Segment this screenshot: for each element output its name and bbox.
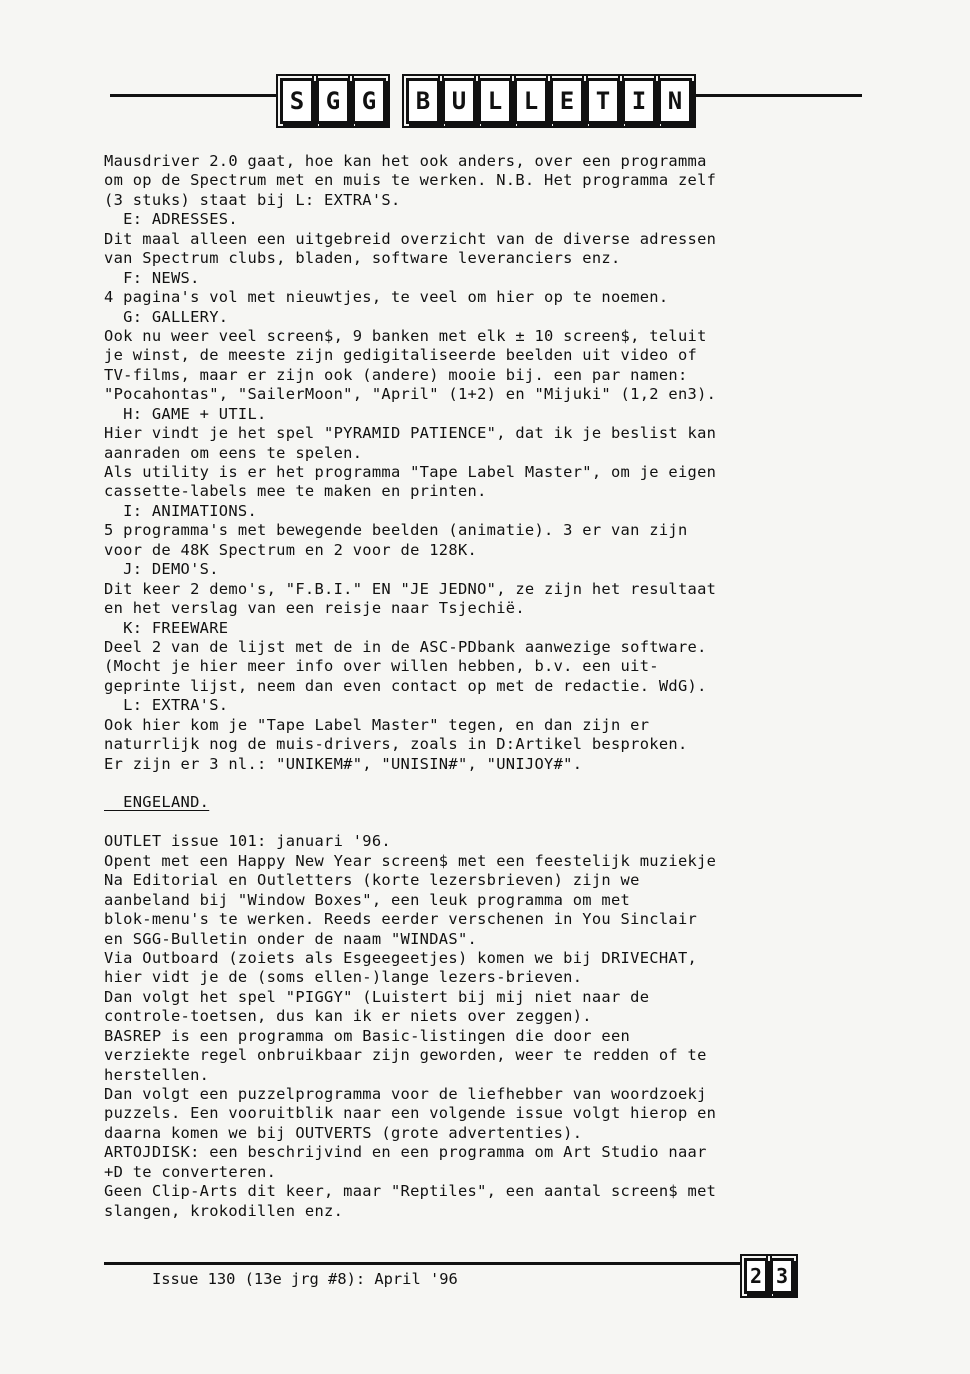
masthead-letter: G [352, 78, 386, 124]
masthead-word-bulletin [406, 78, 692, 124]
text-line: L: EXTRA'S. [104, 696, 229, 715]
masthead-letter: L [514, 78, 548, 124]
text-line: Dit maal alleen een uitgebreid overzicht van de diverse adressen [104, 229, 717, 248]
text-line: Opent met een Happy New Year screen$ met een feestelijk muziekje [104, 851, 717, 870]
masthead-letter: E [550, 78, 584, 124]
text-line: Ook hier kom je "Tape Label Master" tegen, en dan zijn er [104, 715, 650, 734]
text-line: naturrlijk nog de muis-drivers, zoals in D:Artikel besproken. [104, 735, 688, 754]
text-line: Na Editorial en Outletters (korte lezersbrieven) zijn we [104, 871, 640, 890]
text-line: Dan volgt een puzzelprogramma voor de liefhebber van woordzoekj [104, 1085, 707, 1103]
page-footer [104, 1248, 864, 1308]
text-line: E: ADRESSES. [104, 210, 238, 229]
text-line: om op de Spectrum met en muis te werken. N.B. Het programma zelf [104, 171, 717, 190]
text-line: ARTOJDISK: een beschrijvind en een programma om Art Studio naar [104, 1143, 707, 1162]
masthead-letter: L [478, 78, 512, 124]
text-line: aanraden om eens te spelen. [104, 443, 363, 462]
text-line: Er zijn er 3 nl.: "UNIKEM#", "UNISIN#", "UNIJOY#". [104, 754, 583, 773]
text-line: verziekte regel onbruikbaar zijn geworden, weer te redden of te [104, 1046, 707, 1065]
text-line: geprinte lijst, neem dan even contact op met de redactie. WdG). [104, 676, 707, 695]
text-line: aanbeland bij "Window Boxes", een leuk programma om met [104, 890, 631, 909]
masthead-rule-left [110, 94, 278, 97]
masthead-letter: I [622, 78, 656, 124]
text-line: F: NEWS. [104, 268, 200, 287]
text-line: Via Outboard (zoiets als Esgeegeetjes) komen we bij DRIVECHAT, [104, 948, 698, 967]
text-line: blok-menu's te werken. Reeds eerder verschenen in You Sinclair [104, 910, 698, 929]
text-line: Als utility is er het programma "Tape Label Master", om je eigen [104, 463, 717, 481]
masthead-rule-right [680, 94, 862, 97]
text-line: ENGELAND. [104, 793, 210, 812]
text-line: controle-toetsen, dus kan ik er niets over zeggen). [104, 1007, 592, 1026]
issue-info: Issue 130 (13e jrg #8): April '96 [152, 1270, 458, 1288]
text-line: en SGG-Bulletin onder de naam "WINDAS". [104, 929, 478, 948]
text-line: voor de 48K Spectrum en 2 voor de 128K. [104, 540, 478, 559]
text-line: van Spectrum clubs, bladen, software leveranciers enz. [104, 249, 621, 268]
text-line: 4 pagina's vol met nieuwtjes, te veel om hier op te noemen. [104, 288, 669, 307]
masthead-letter: T [586, 78, 620, 124]
text-line: (Mocht je hier meer info over willen hebben, b.v. een uit- [104, 657, 659, 676]
text-line: I: ANIMATIONS. [104, 501, 258, 520]
text-line: J: DEMO'S. [104, 560, 219, 579]
text-line: H: GAME + UTIL. [104, 404, 267, 423]
masthead-letter: B [406, 78, 440, 124]
text-line: (3 stuks) staat bij L: EXTRA'S. [104, 190, 401, 209]
masthead-word-sgg [280, 78, 386, 124]
text-line: TV-films, maar er zijn ook (andere) mooie bij. een par namen: [104, 365, 688, 384]
text-line: "Pocahontas", "SailerMoon", "April" (1+2) en "Mijuki" (1,2 en3). [104, 385, 717, 404]
masthead-letter: N [658, 78, 692, 124]
text-line: Geen Clip-Arts dit keer, maar "Reptiles", een aantal screen$ met [104, 1182, 717, 1201]
text-line: Dan volgt het spel "PIGGY" (Luistert bij mij niet naar de [104, 987, 650, 1006]
text-line: daarna komen we bij OUTVERTS (grote advertenties). [104, 1123, 583, 1142]
text-line [104, 813, 864, 832]
text-line: OUTLET issue 101: januari '96. [104, 832, 391, 851]
text-line: 5 programma's met bewegende beelden (animatie). 3 er van zijn [104, 521, 688, 540]
masthead [110, 78, 862, 138]
text-line: Mausdriver 2.0 gaat, hoe kan het ook anders, over een programma [104, 152, 707, 170]
text-line: BASREP is een programma om Basic-listingen die door een [104, 1026, 631, 1045]
page-number-digit: 3 [770, 1258, 794, 1294]
text-line: en het verslag van een reisje naar Tsjechië. [104, 599, 525, 618]
text-line: Ook nu weer veel screen$, 9 banken met elk ± 10 screen$, teluit [104, 326, 707, 345]
text-line: herstellen. [104, 1065, 210, 1084]
text-line: Dit keer 2 demo's, "F.B.I." EN "JE JEDNO", ze zijn het resultaat [104, 579, 717, 598]
text-line: je winst, de meeste zijn gedigitaliseerde beelden uit video of [104, 346, 698, 365]
masthead-letter: U [442, 78, 476, 124]
text-line: +D te converteren. [104, 1162, 277, 1181]
text-line: Hier vindt je het spel "PYRAMID PATIENCE", dat ik je beslist kan [104, 424, 717, 443]
text-line: G: GALLERY. [104, 307, 229, 326]
masthead-letter: G [316, 78, 350, 124]
text-line: K: FREEWARE [104, 618, 229, 637]
text-line: hier vidt je de (soms ellen-)lange lezers-brieven. [104, 968, 583, 987]
text-line: Deel 2 van de lijst met de in de ASC-PDbank aanwezige software. [104, 637, 707, 656]
text-line: cassette-labels mee te maken en printen. [104, 482, 487, 501]
masthead-title [280, 78, 706, 124]
text-line: puzzels. Een vooruitblik naar een volgende issue volgt hierop en [104, 1104, 717, 1123]
masthead-letter: S [280, 78, 314, 124]
text-line: slangen, krokodillen enz. [104, 1201, 344, 1220]
text-line [104, 774, 864, 793]
article-body [104, 152, 864, 1221]
page-number-digit: 2 [744, 1258, 768, 1294]
page-number [744, 1258, 794, 1294]
footer-rule [104, 1262, 740, 1265]
